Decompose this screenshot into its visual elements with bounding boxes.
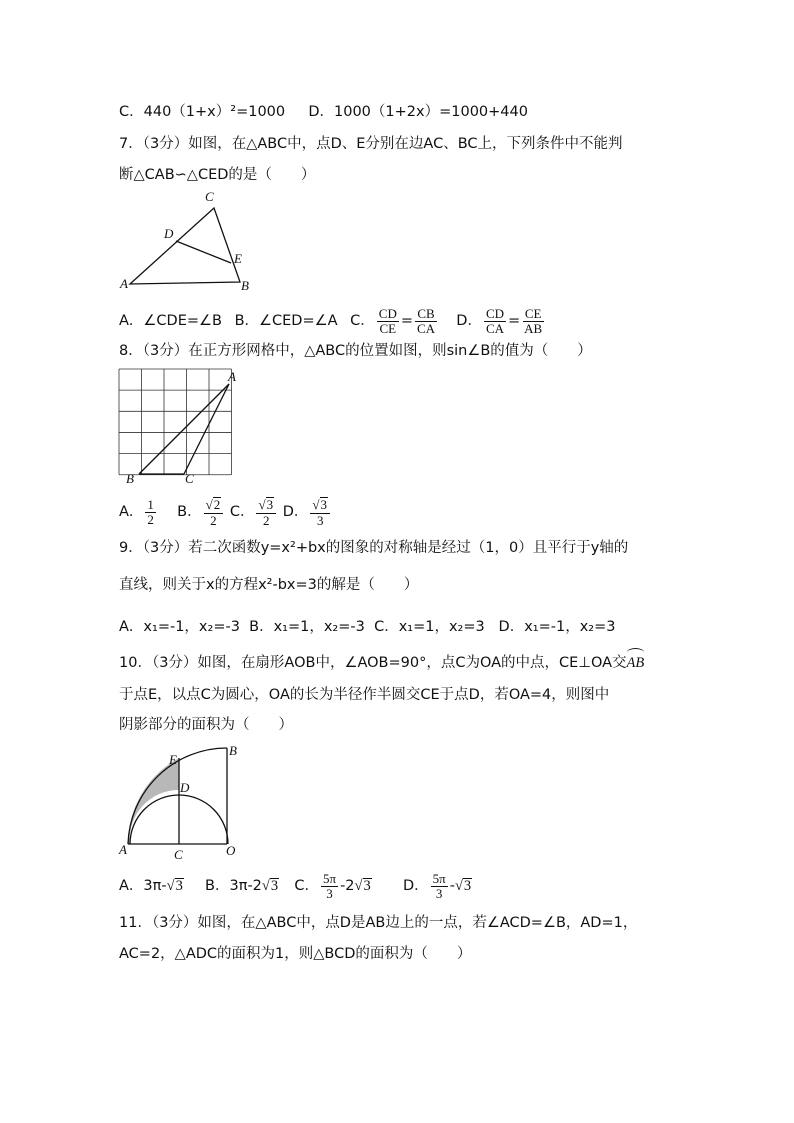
q9-stem-line1: 9．（3分）若二次函数y=x²+bx的图象的对称轴是经过（1，0）且平行于y轴的: [119, 540, 629, 556]
q10-stem-line1: 10．（3分）如图，在扇形AOB中，∠AOB=90°，点C为OA的中点，CE⊥OA交AB: [119, 655, 645, 671]
label-a: A: [119, 842, 127, 857]
q6-option-d: D．1000（1+2x）=1000+440: [308, 104, 528, 120]
q8-option-a: A． $\frac{1}{2}$: [119, 496, 154, 527]
arc-ab: AB: [626, 655, 645, 671]
q10-option-d: D． $\frac{5\pi}{3}$ - √ 3: [402, 870, 472, 901]
q10-option-c: C． $\frac{5\pi}{3}$ -2 √ 3: [294, 870, 371, 901]
q10-option-a: A．3π- √ 3: [119, 878, 183, 894]
label-o: O: [226, 843, 236, 858]
q8-option-d: D． √ 3 3: [283, 504, 332, 520]
q7-option-b: B．∠CED=∠A: [234, 313, 338, 329]
q7-stem-line1: 7．（3分）如图，在△ABC中，点D、E分别在边AC、BC上，下列条件中不能判: [119, 136, 623, 152]
q7-triangle-figure: [116, 186, 256, 292]
q7-options: [119, 306, 546, 336]
label-d: D: [164, 226, 174, 241]
q8-grid-figure: [118, 367, 252, 488]
label-c: C: [174, 847, 183, 862]
segment-ba: [139, 384, 229, 474]
q6-option-c: C．440（1+x）²=1000: [119, 104, 286, 120]
q7-option-a: A．∠CDE=∠B: [119, 313, 222, 329]
label-e: E: [169, 752, 177, 767]
label-a: A: [228, 369, 236, 384]
label-c: C: [185, 471, 194, 486]
q8-stem: 8．（3分）在正方形网格中，△ABC的位置如图，则sin∠B的值为（ ）: [119, 343, 592, 359]
q7-stem-line2: 断△CAB∽△CED的是（ ）: [119, 167, 316, 183]
shaded-region: [128, 758, 179, 844]
q10-sector-figure: [116, 742, 246, 864]
label-c: C: [205, 189, 214, 204]
q9-options: A．x₁=-1，x₂=-3 B．x₁=1，x₂=-3 C．x₁=1，x₂=3 D．x₁=-1，x₂=3: [119, 619, 616, 635]
q8-option-c: C． √ 3 2: [230, 504, 278, 520]
segment-ca: [184, 384, 229, 474]
label-d: D: [180, 780, 190, 795]
q6-options-cd: [119, 102, 528, 122]
q7-option-d: D． $\frac{CD}{CA}$ = $\frac{CE}{AB}$: [456, 305, 543, 336]
q8-options: [119, 496, 332, 528]
triangle-abc: [130, 208, 240, 284]
label-b: B: [126, 471, 134, 486]
q10-stem-line2: 于点E，以点C为圆心，OA的长为半径作半圆交CE于点D，若OA=4，则图中: [119, 687, 610, 703]
label-e: E: [234, 251, 242, 266]
q10-stem-line3: 阴影部分的面积为（ ）: [119, 717, 293, 733]
label-b: B: [241, 278, 249, 292]
q8-option-b: B． √ 2 2: [177, 504, 225, 520]
q7-option-c: C． $\frac{CD}{CE}$ = $\frac{CB}{CA}$: [350, 305, 436, 336]
q9-stem-line2: 直线，则关于x的方程x²-bx=3的解是（ ）: [119, 577, 419, 593]
q10-option-b: B．3π-2 √ 3: [205, 878, 279, 894]
q11-stem-line1: 11．（3分）如图，在△ABC中，点D是AB边上的一点，若∠ACD=∠B，AD=1，: [119, 915, 638, 931]
label-a: A: [120, 276, 128, 291]
q10-options: [119, 870, 472, 902]
label-b: B: [229, 743, 237, 758]
segment-de: [176, 241, 231, 263]
q11-stem-line2: AC=2，△ADC的面积为1，则△BCD的面积为（ ）: [119, 946, 472, 962]
